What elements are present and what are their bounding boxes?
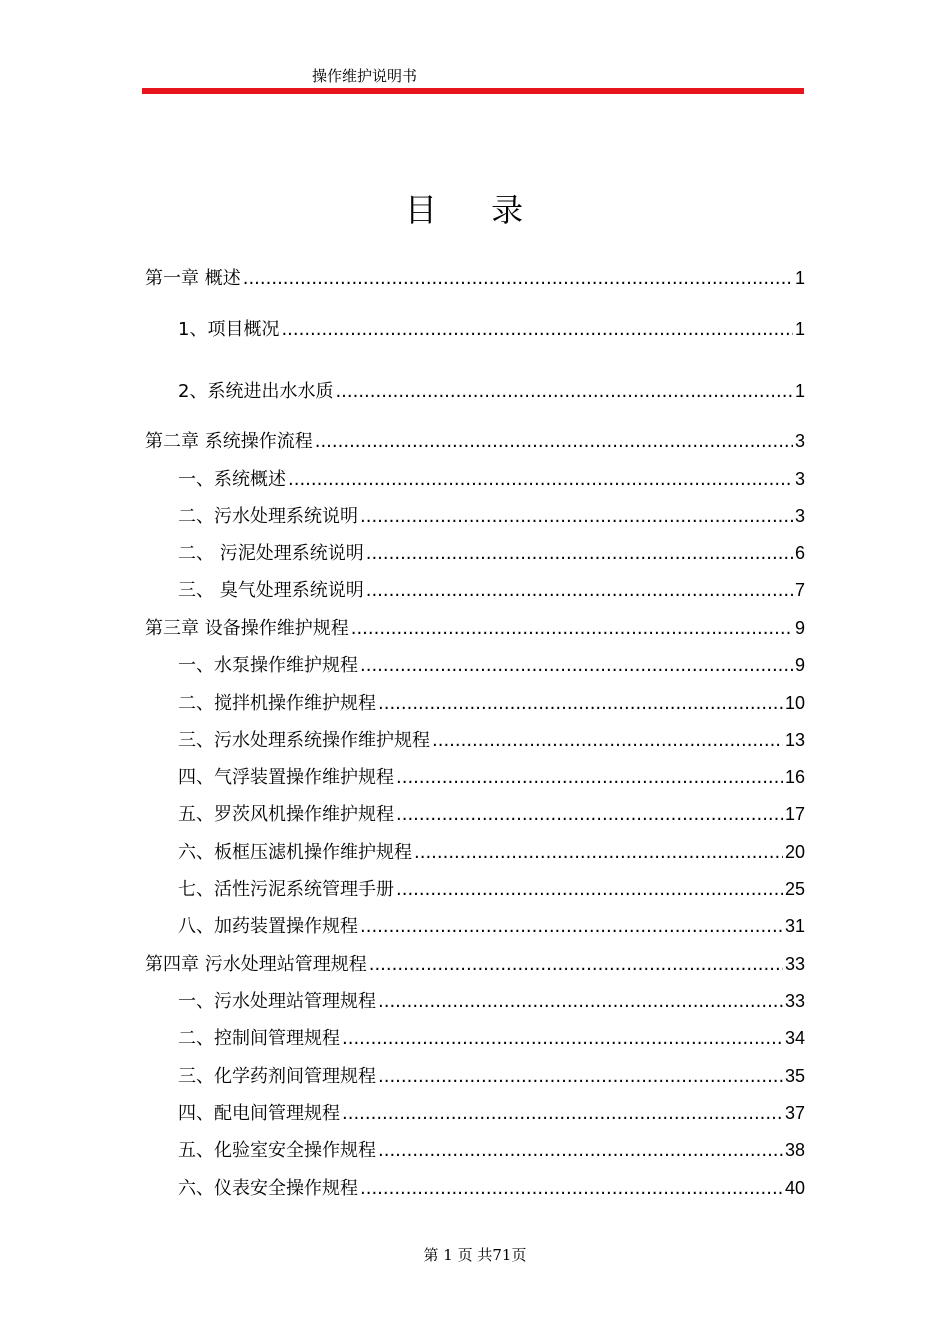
toc-entry-section[interactable] [178,1101,805,1125]
toc-leader-dots [366,579,793,603]
toc-leader-dots [360,1177,783,1201]
toc-entry-label: 七、活性污泥系统管理手册 [178,879,394,900]
toc-leader-dots [281,318,793,342]
toc-entry-section[interactable] [178,541,805,565]
toc-entry-section[interactable] [178,653,805,677]
toc-entry-label: 2、系统进出水水质 [178,381,334,402]
toc-entry-label: 五、罗茨风机操作维护规程 [178,804,394,825]
toc-leader-dots [378,1065,783,1089]
toc-leader-dots [396,878,783,902]
toc-leader-dots [360,654,793,678]
toc-leader-dots [360,915,783,939]
toc-leader-dots [396,803,783,827]
toc-entry-page: 25 [784,879,805,899]
toc-entry-section[interactable] [178,802,805,826]
toc-leader-dots [351,617,793,641]
toc-leader-dots [243,267,793,291]
toc-entry-section[interactable] [178,578,805,602]
toc-leader-dots [378,692,783,716]
toc-entry-chapter-2[interactable] [145,429,805,453]
toc-leader-dots [342,1027,783,1051]
toc-entry-page: 10 [784,693,805,713]
toc-entry-page: 37 [784,1103,805,1123]
toc-entry-label: 1、项目概况 [178,319,280,340]
toc-entry-section[interactable] [178,504,805,528]
toc-entry-page: 17 [784,804,805,824]
toc-leader-dots [335,380,793,404]
toc-entry-chapter-3[interactable] [145,616,805,640]
toc-entry-label: 二、控制间管理规程 [178,1028,340,1049]
toc-entry-page: 33 [784,954,805,974]
toc-entry-page: 3 [794,431,805,451]
toc-entry-label: 第四章 污水处理站管理规程 [145,954,367,975]
toc-entry-section[interactable] [178,1138,805,1162]
toc-leader-dots [360,505,793,529]
toc-entry-chapter-4[interactable] [145,952,805,976]
toc-entry-page: 1 [794,319,805,339]
page-footer: 第 1 页 共71页 [423,1246,527,1264]
toc-leader-dots [369,953,783,977]
toc-leader-dots [366,542,793,566]
toc-entry-section[interactable] [178,728,805,752]
toc-leader-dots [396,766,783,790]
toc-entry-label: 第二章 系统操作流程 [145,431,313,452]
toc-entry-label: 一、水泵操作维护规程 [178,655,358,676]
toc-entry-page: 34 [784,1028,805,1048]
toc-leader-dots [288,468,793,492]
toc-entry-page: 20 [784,842,805,862]
toc-entry-label: 一、系统概述 [178,469,286,490]
toc-entry-label: 第三章 设备操作维护规程 [145,618,349,639]
toc-entry-label: 二、污水处理系统说明 [178,506,358,527]
toc-entry-label: 二、 污泥处理系统说明 [178,543,364,564]
toc-entry-page: 3 [794,506,805,526]
toc-entry-page: 3 [794,469,805,489]
toc-entry-section[interactable] [178,877,805,901]
toc-entry-page: 9 [794,618,805,638]
toc-entry-section[interactable] [178,765,805,789]
toc-entry-label: 四、气浮装置操作维护规程 [178,767,394,788]
toc-entry-page: 1 [794,268,805,288]
toc-entry-label: 三、化学药剂间管理规程 [178,1066,376,1087]
toc-entry-chapter-1[interactable] [145,266,805,290]
toc-entry-label: 五、化验室安全操作规程 [178,1140,376,1161]
toc-leader-dots [315,430,793,454]
toc-entry-page: 13 [784,730,805,750]
toc-entry-label: 六、板框压滤机操作维护规程 [178,842,412,863]
toc-entry-section[interactable] [178,989,805,1013]
toc-leader-dots [342,1102,783,1126]
toc-entry-section[interactable] [178,1026,805,1050]
toc-entry-label: 六、仪表安全操作规程 [178,1178,358,1199]
toc-entry-page: 40 [784,1178,805,1198]
toc-entry-page: 35 [784,1066,805,1086]
toc-entry-label: 三、 臭气处理系统说明 [178,580,364,601]
toc-entry-label: 二、搅拌机操作维护规程 [178,693,376,714]
toc-entry-section[interactable] [178,467,805,491]
toc-entry-page: 9 [794,655,805,675]
toc-leader-dots [378,1139,783,1163]
toc-entry-page: 1 [794,381,805,401]
toc-entry-section[interactable] [178,317,805,341]
toc-entry-page: 33 [784,991,805,1011]
toc-entry-label: 一、污水处理站管理规程 [178,991,376,1012]
toc-entry-page: 16 [784,767,805,787]
toc-entry-page: 38 [784,1140,805,1160]
toc-leader-dots [432,729,783,753]
toc-entry-label: 第一章 概述 [145,268,241,289]
toc-entry-section[interactable] [178,1064,805,1088]
toc-leader-dots [378,990,783,1014]
toc-entry-page: 7 [794,580,805,600]
toc-title: 目 录 [404,191,546,229]
toc-entry-page: 31 [784,916,805,936]
toc-leader-dots [414,841,783,865]
toc-entry-section[interactable] [178,914,805,938]
toc-entry-section[interactable] [178,379,805,403]
toc-entry-section[interactable] [178,840,805,864]
toc-entry-label: 三、污水处理系统操作维护规程 [178,730,430,751]
toc-entry-section[interactable] [178,1176,805,1200]
toc-entry-section[interactable] [178,691,805,715]
toc-entry-label: 四、配电间管理规程 [178,1103,340,1124]
page-header-title: 操作维护说明书 [312,67,418,85]
toc-entry-page: 6 [794,543,805,563]
toc-entry-label: 八、加药装置操作规程 [178,916,358,937]
